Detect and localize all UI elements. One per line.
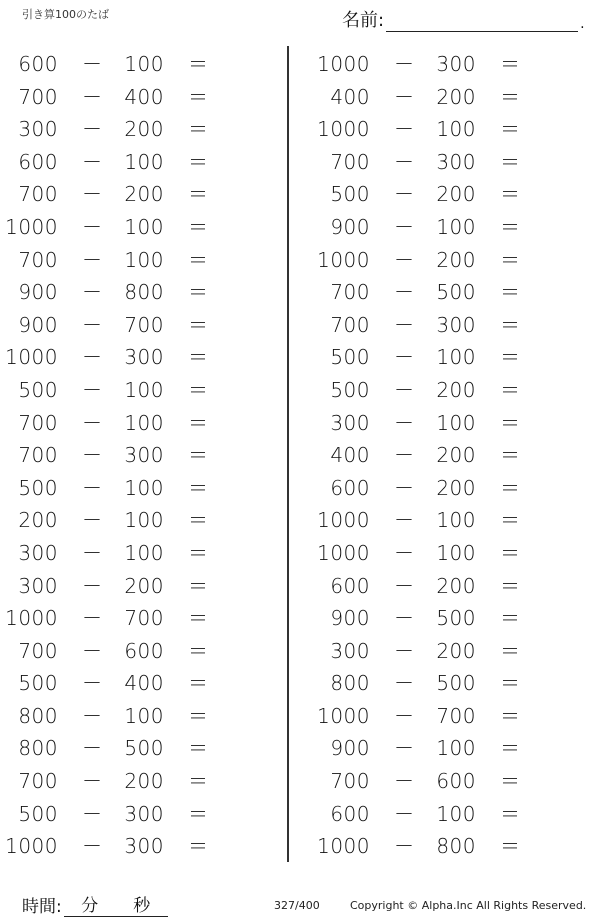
equals-sign: ＝ bbox=[188, 117, 209, 142]
problem-row bbox=[0, 244, 280, 277]
second-operand: 100 bbox=[124, 540, 164, 565]
minus-sign: － bbox=[82, 345, 103, 370]
right-problem-column bbox=[312, 48, 592, 863]
equals-sign: ＝ bbox=[188, 443, 209, 468]
minus-sign: － bbox=[82, 736, 103, 761]
problem-row bbox=[312, 81, 592, 114]
equals-sign: ＝ bbox=[500, 377, 521, 402]
second-operand: 200 bbox=[124, 182, 164, 207]
first-operand: 1000 bbox=[5, 214, 58, 239]
equals-sign: ＝ bbox=[188, 769, 209, 794]
minus-sign: － bbox=[82, 117, 103, 142]
second-operand: 200 bbox=[436, 638, 476, 663]
problem-row bbox=[0, 700, 280, 733]
equals-sign: ＝ bbox=[188, 508, 209, 533]
second-operand: 200 bbox=[124, 573, 164, 598]
first-operand: 700 bbox=[330, 769, 370, 794]
second-operand: 700 bbox=[124, 606, 164, 631]
minus-sign: － bbox=[394, 280, 415, 305]
equals-sign: ＝ bbox=[500, 736, 521, 761]
problem-row bbox=[312, 407, 592, 440]
second-operand: 500 bbox=[436, 606, 476, 631]
minus-sign: － bbox=[394, 638, 415, 663]
minus-sign: － bbox=[394, 182, 415, 207]
first-operand: 1000 bbox=[5, 834, 58, 859]
minus-sign: － bbox=[394, 801, 415, 826]
first-operand: 1000 bbox=[317, 540, 370, 565]
name-end-dot: . bbox=[580, 16, 585, 32]
second-operand: 600 bbox=[436, 769, 476, 794]
second-operand: 200 bbox=[436, 475, 476, 500]
equals-sign: ＝ bbox=[188, 280, 209, 305]
second-operand: 100 bbox=[124, 703, 164, 728]
equals-sign: ＝ bbox=[188, 573, 209, 598]
first-operand: 300 bbox=[330, 638, 370, 663]
problem-row bbox=[0, 113, 280, 146]
second-operand: 500 bbox=[436, 671, 476, 696]
second-operand: 100 bbox=[436, 410, 476, 435]
problem-row bbox=[312, 798, 592, 831]
equals-sign: ＝ bbox=[500, 834, 521, 859]
minus-sign: － bbox=[394, 573, 415, 598]
problem-row bbox=[0, 667, 280, 700]
equals-sign: ＝ bbox=[500, 606, 521, 631]
equals-sign: ＝ bbox=[188, 801, 209, 826]
problem-row bbox=[0, 732, 280, 765]
problem-row bbox=[0, 341, 280, 374]
first-operand: 900 bbox=[330, 606, 370, 631]
minus-sign: － bbox=[394, 149, 415, 174]
second-operand: 100 bbox=[436, 801, 476, 826]
second-operand: 600 bbox=[124, 638, 164, 663]
equals-sign: ＝ bbox=[500, 475, 521, 500]
equals-sign: ＝ bbox=[188, 410, 209, 435]
minus-sign: － bbox=[82, 508, 103, 533]
problem-row bbox=[0, 635, 280, 668]
minus-sign: － bbox=[394, 214, 415, 239]
minus-sign: － bbox=[394, 312, 415, 337]
equals-sign: ＝ bbox=[188, 834, 209, 859]
time-area bbox=[22, 891, 168, 917]
equals-sign: ＝ bbox=[500, 443, 521, 468]
equals-sign: ＝ bbox=[500, 52, 521, 76]
minus-sign: － bbox=[82, 410, 103, 435]
second-operand: 100 bbox=[436, 736, 476, 761]
first-operand: 500 bbox=[330, 345, 370, 370]
problem-row bbox=[0, 276, 280, 309]
equals-sign: ＝ bbox=[188, 345, 209, 370]
second-operand: 100 bbox=[436, 117, 476, 142]
equals-sign: ＝ bbox=[188, 606, 209, 631]
equals-sign: ＝ bbox=[188, 312, 209, 337]
minus-sign: － bbox=[394, 443, 415, 468]
equals-sign: ＝ bbox=[500, 703, 521, 728]
minus-sign: － bbox=[394, 540, 415, 565]
second-operand: 100 bbox=[124, 508, 164, 533]
minus-sign: － bbox=[394, 769, 415, 794]
problem-row bbox=[0, 439, 280, 472]
equals-sign: ＝ bbox=[188, 475, 209, 500]
second-operand: 100 bbox=[436, 345, 476, 370]
problem-row bbox=[0, 48, 280, 81]
problem-row bbox=[312, 472, 592, 505]
first-operand: 1000 bbox=[317, 117, 370, 142]
minus-sign: － bbox=[82, 671, 103, 696]
minus-sign: － bbox=[82, 84, 103, 109]
second-operand: 300 bbox=[124, 443, 164, 468]
second-operand: 100 bbox=[124, 410, 164, 435]
problem-row bbox=[312, 504, 592, 537]
equals-sign: ＝ bbox=[188, 214, 209, 239]
worksheet-title: 引き算100のたば bbox=[22, 8, 109, 21]
first-operand: 700 bbox=[330, 149, 370, 174]
second-operand: 200 bbox=[436, 182, 476, 207]
minus-sign: － bbox=[82, 475, 103, 500]
first-operand: 700 bbox=[18, 769, 58, 794]
name-label: 名前: bbox=[342, 10, 385, 31]
minus-sign: － bbox=[394, 508, 415, 533]
equals-sign: ＝ bbox=[188, 540, 209, 565]
equals-sign: ＝ bbox=[500, 540, 521, 565]
second-operand: 100 bbox=[124, 377, 164, 402]
minus-sign: － bbox=[82, 540, 103, 565]
first-operand: 900 bbox=[330, 736, 370, 761]
first-operand: 500 bbox=[330, 377, 370, 402]
problem-row bbox=[312, 178, 592, 211]
minus-sign: － bbox=[394, 410, 415, 435]
minus-sign: － bbox=[82, 834, 103, 859]
problem-row bbox=[312, 667, 592, 700]
first-operand: 400 bbox=[330, 443, 370, 468]
second-operand: 700 bbox=[436, 703, 476, 728]
problem-row bbox=[0, 178, 280, 211]
problem-row bbox=[312, 276, 592, 309]
equals-sign: ＝ bbox=[500, 312, 521, 337]
minus-sign: － bbox=[82, 377, 103, 402]
minus-sign: － bbox=[82, 573, 103, 598]
problem-row bbox=[0, 374, 280, 407]
minus-sign: － bbox=[394, 84, 415, 109]
equals-sign: ＝ bbox=[500, 345, 521, 370]
second-operand: 500 bbox=[436, 280, 476, 305]
first-operand: 1000 bbox=[317, 508, 370, 533]
problem-row bbox=[0, 504, 280, 537]
first-operand: 900 bbox=[330, 214, 370, 239]
minus-sign: － bbox=[394, 52, 415, 76]
minus-sign: － bbox=[82, 769, 103, 794]
second-operand: 100 bbox=[436, 540, 476, 565]
first-operand: 700 bbox=[18, 638, 58, 663]
minus-sign: － bbox=[394, 247, 415, 272]
second-operand: 300 bbox=[436, 312, 476, 337]
second-operand: 800 bbox=[436, 834, 476, 859]
first-operand: 700 bbox=[330, 312, 370, 337]
problem-row bbox=[0, 765, 280, 798]
second-operand: 300 bbox=[124, 834, 164, 859]
first-operand: 600 bbox=[18, 149, 58, 174]
equals-sign: ＝ bbox=[188, 182, 209, 207]
first-operand: 700 bbox=[18, 443, 58, 468]
minus-sign: － bbox=[82, 247, 103, 272]
second-operand: 300 bbox=[436, 149, 476, 174]
second-operand: 100 bbox=[124, 247, 164, 272]
equals-sign: ＝ bbox=[500, 214, 521, 239]
problem-row bbox=[312, 341, 592, 374]
minus-sign: － bbox=[82, 52, 103, 76]
first-operand: 300 bbox=[330, 410, 370, 435]
problem-row bbox=[0, 798, 280, 831]
equals-sign: ＝ bbox=[500, 801, 521, 826]
problem-row bbox=[312, 700, 592, 733]
first-operand: 300 bbox=[18, 540, 58, 565]
problem-row bbox=[312, 439, 592, 472]
first-operand: 700 bbox=[18, 410, 58, 435]
second-operand: 200 bbox=[436, 377, 476, 402]
second-operand: 100 bbox=[124, 475, 164, 500]
equals-sign: ＝ bbox=[188, 247, 209, 272]
minus-sign: － bbox=[82, 703, 103, 728]
column-divider bbox=[287, 46, 289, 862]
problem-row bbox=[312, 602, 592, 635]
second-operand: 500 bbox=[124, 736, 164, 761]
second-operand: 400 bbox=[124, 671, 164, 696]
minus-sign: － bbox=[82, 638, 103, 663]
problem-row bbox=[0, 570, 280, 603]
equals-sign: ＝ bbox=[188, 736, 209, 761]
first-operand: 1000 bbox=[317, 834, 370, 859]
name-field[interactable] bbox=[386, 11, 578, 32]
minus-sign: － bbox=[394, 606, 415, 631]
equals-sign: ＝ bbox=[500, 508, 521, 533]
problem-row bbox=[0, 407, 280, 440]
first-operand: 700 bbox=[330, 280, 370, 305]
first-operand: 700 bbox=[18, 182, 58, 207]
problem-row bbox=[0, 602, 280, 635]
second-operand: 200 bbox=[436, 573, 476, 598]
equals-sign: ＝ bbox=[500, 769, 521, 794]
minus-sign: － bbox=[82, 801, 103, 826]
equals-sign: ＝ bbox=[188, 377, 209, 402]
problem-row bbox=[0, 537, 280, 570]
page-number: 327/400 bbox=[274, 899, 320, 912]
copyright-notice: Copyright © Alpha.Inc All Rights Reserved. bbox=[350, 899, 587, 912]
first-operand: 500 bbox=[330, 182, 370, 207]
equals-sign: ＝ bbox=[188, 703, 209, 728]
first-operand: 1000 bbox=[5, 345, 58, 370]
second-operand: 200 bbox=[436, 84, 476, 109]
minus-sign: － bbox=[82, 280, 103, 305]
time-label: 時間: bbox=[22, 897, 62, 917]
problem-row bbox=[312, 244, 592, 277]
second-operand: 200 bbox=[124, 117, 164, 142]
equals-sign: ＝ bbox=[500, 149, 521, 174]
equals-sign: ＝ bbox=[500, 280, 521, 305]
first-operand: 600 bbox=[18, 52, 58, 76]
problem-row bbox=[312, 309, 592, 342]
time-field[interactable] bbox=[64, 891, 168, 917]
first-operand: 1000 bbox=[317, 247, 370, 272]
problem-row bbox=[312, 113, 592, 146]
equals-sign: ＝ bbox=[188, 671, 209, 696]
equals-sign: ＝ bbox=[188, 84, 209, 109]
second-operand: 300 bbox=[436, 52, 476, 76]
first-operand: 500 bbox=[18, 475, 58, 500]
equals-sign: ＝ bbox=[500, 117, 521, 142]
minus-sign: － bbox=[394, 117, 415, 142]
first-operand: 300 bbox=[18, 117, 58, 142]
second-operand: 100 bbox=[436, 214, 476, 239]
minus-sign: － bbox=[82, 443, 103, 468]
problem-row bbox=[312, 48, 592, 81]
left-problem-column bbox=[0, 48, 280, 863]
second-operand: 100 bbox=[124, 52, 164, 76]
equals-sign: ＝ bbox=[188, 638, 209, 663]
problem-row bbox=[0, 309, 280, 342]
problem-row bbox=[0, 146, 280, 179]
minus-sign: － bbox=[82, 182, 103, 207]
equals-sign: ＝ bbox=[500, 671, 521, 696]
equals-sign: ＝ bbox=[500, 410, 521, 435]
minus-sign: － bbox=[394, 736, 415, 761]
first-operand: 500 bbox=[18, 377, 58, 402]
minutes-label: 分 bbox=[81, 896, 99, 916]
first-operand: 800 bbox=[18, 703, 58, 728]
minus-sign: － bbox=[394, 671, 415, 696]
first-operand: 900 bbox=[18, 312, 58, 337]
first-operand: 800 bbox=[18, 736, 58, 761]
second-operand: 800 bbox=[124, 280, 164, 305]
second-operand: 700 bbox=[124, 312, 164, 337]
minus-sign: － bbox=[394, 377, 415, 402]
equals-sign: ＝ bbox=[500, 573, 521, 598]
minus-sign: － bbox=[82, 606, 103, 631]
minus-sign: － bbox=[394, 475, 415, 500]
problem-row bbox=[312, 635, 592, 668]
second-operand: 200 bbox=[436, 247, 476, 272]
first-operand: 700 bbox=[18, 247, 58, 272]
problem-row bbox=[0, 211, 280, 244]
minus-sign: － bbox=[82, 214, 103, 239]
first-operand: 600 bbox=[330, 573, 370, 598]
equals-sign: ＝ bbox=[188, 149, 209, 174]
equals-sign: ＝ bbox=[500, 182, 521, 207]
problem-row bbox=[312, 211, 592, 244]
problem-row bbox=[312, 830, 592, 863]
minus-sign: － bbox=[394, 345, 415, 370]
second-operand: 400 bbox=[124, 84, 164, 109]
problem-row bbox=[312, 765, 592, 798]
first-operand: 300 bbox=[18, 573, 58, 598]
second-operand: 300 bbox=[124, 801, 164, 826]
first-operand: 700 bbox=[18, 84, 58, 109]
problem-row bbox=[312, 537, 592, 570]
first-operand: 1000 bbox=[317, 703, 370, 728]
minus-sign: － bbox=[394, 703, 415, 728]
second-operand: 200 bbox=[124, 769, 164, 794]
first-operand: 1000 bbox=[5, 606, 58, 631]
first-operand: 400 bbox=[330, 84, 370, 109]
problem-row bbox=[0, 472, 280, 505]
minus-sign: － bbox=[82, 312, 103, 337]
seconds-label: 秒 bbox=[133, 896, 151, 916]
first-operand: 500 bbox=[18, 801, 58, 826]
minus-sign: － bbox=[394, 834, 415, 859]
problem-row bbox=[312, 374, 592, 407]
equals-sign: ＝ bbox=[500, 638, 521, 663]
equals-sign: ＝ bbox=[500, 247, 521, 272]
problem-row bbox=[312, 570, 592, 603]
problem-row bbox=[312, 732, 592, 765]
second-operand: 300 bbox=[124, 345, 164, 370]
first-operand: 900 bbox=[18, 280, 58, 305]
first-operand: 1000 bbox=[317, 52, 370, 76]
first-operand: 800 bbox=[330, 671, 370, 696]
second-operand: 100 bbox=[124, 214, 164, 239]
problem-row bbox=[0, 81, 280, 114]
first-operand: 600 bbox=[330, 475, 370, 500]
equals-sign: ＝ bbox=[500, 84, 521, 109]
first-operand: 600 bbox=[330, 801, 370, 826]
first-operand: 200 bbox=[18, 508, 58, 533]
problem-row bbox=[312, 146, 592, 179]
second-operand: 100 bbox=[436, 508, 476, 533]
second-operand: 200 bbox=[436, 443, 476, 468]
problem-row bbox=[0, 830, 280, 863]
equals-sign: ＝ bbox=[188, 52, 209, 76]
minus-sign: － bbox=[82, 149, 103, 174]
second-operand: 100 bbox=[124, 149, 164, 174]
name-area bbox=[342, 6, 585, 32]
first-operand: 500 bbox=[18, 671, 58, 696]
